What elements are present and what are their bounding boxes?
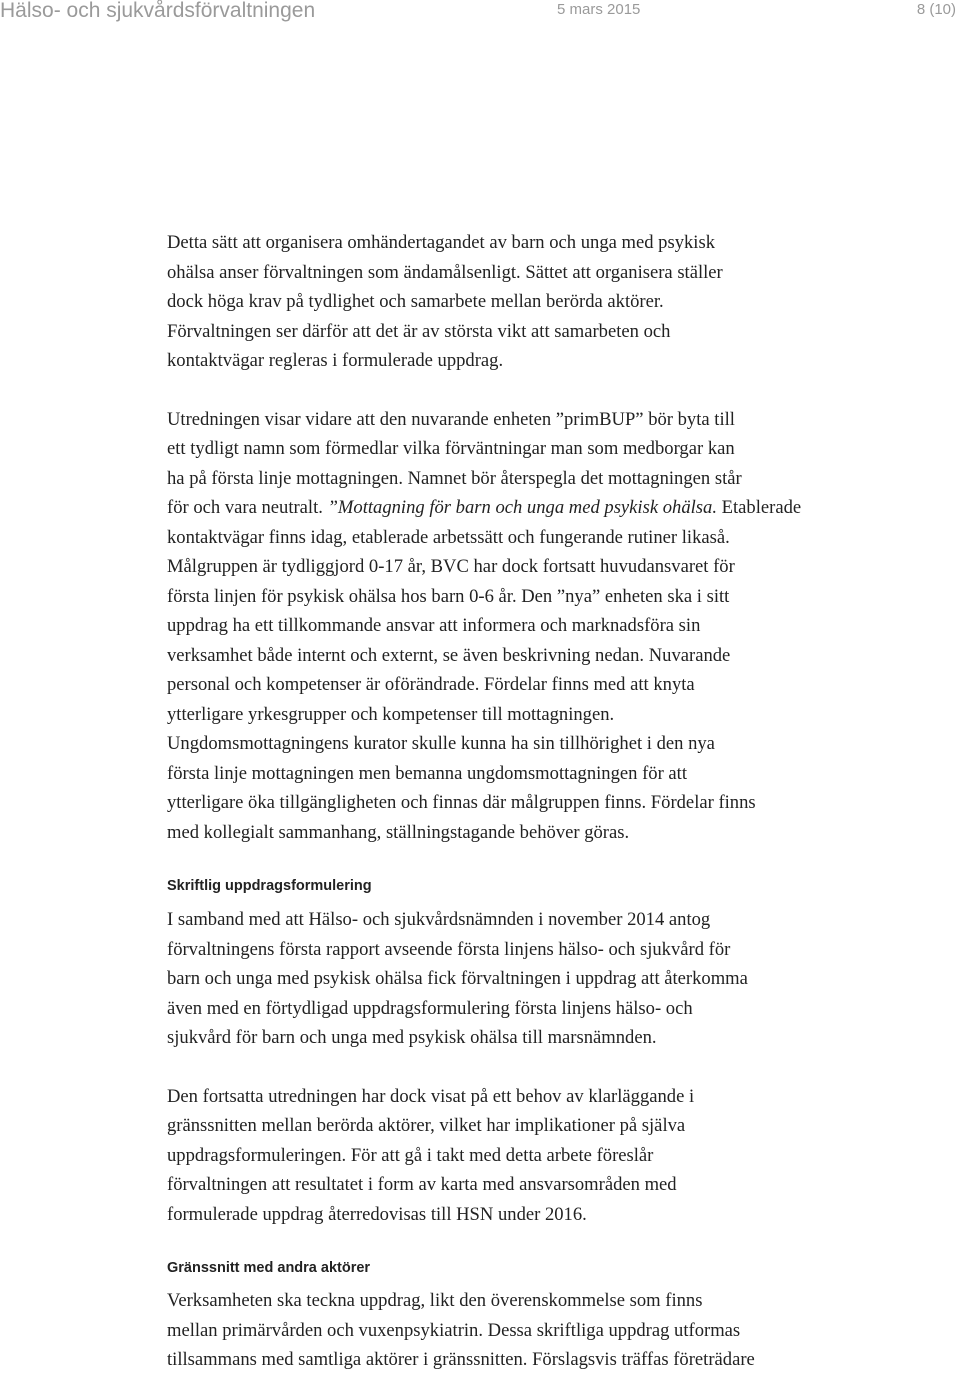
paragraph-gransnitt <box>167 1286 847 1375</box>
text-line: första linjen för psykisk ohälsa hos barn 0-6 år. Den ”nya” enheten ska i sitt <box>167 585 730 607</box>
page-header <box>0 0 960 26</box>
text-line: uppdragsformuleringen. För att gå i takt med detta arbete föreslår <box>167 1144 654 1166</box>
italic-name-proposal: ”Mottagning för barn och unga med psykisk ohälsa. <box>327 497 717 518</box>
text-line: verksamhet både internt och externt, se även beskrivning nedan. Nuvarande <box>167 644 731 666</box>
section-heading-skriftlig-uppdragsformulering: Skriftlig uppdragsformulering <box>167 878 372 894</box>
text-line: ohälsa anser förvaltningen som ändamålsenligt. Sättet att organisera ställer <box>167 261 723 283</box>
text-line: formulerade uppdrag återredovisas till HSN under 2016. <box>167 1203 587 1225</box>
header-date: 5 mars 2015 <box>557 1 641 18</box>
text-line: mellan primärvården och vuxenpsykiatrin. Dessa skriftliga uppdrag utformas <box>167 1319 741 1341</box>
text-line: Förvaltningen ser därför att det är av största vikt att samarbeten och <box>167 320 671 342</box>
text-line: ett tydligt namn som förmedlar vilka förväntningar man som medborgar kan <box>167 438 735 459</box>
text-line: Ungdomsmottagningens kurator skulle kunna ha sin tillhörighet i den nya <box>167 733 715 754</box>
document-body <box>167 228 847 1375</box>
paragraph-primbup <box>167 405 847 848</box>
text-line: uppdrag ha ett tillkommande ansvar att informera och marknadsföra sin <box>167 615 701 636</box>
text-line: första linje mottagningen men bemanna ungdomsmottagningen för att <box>167 762 687 784</box>
text-line: Verksamheten ska teckna uppdrag, likt den överenskommelse som finns <box>167 1290 703 1311</box>
text-line-mixed <box>167 493 847 523</box>
header-page-number: 8 (10) <box>916 1 956 18</box>
text-line: gränssnitten mellan berörda aktörer, vilket har implikationer på själva <box>167 1115 686 1136</box>
text-segment: för och vara neutralt. <box>167 497 323 518</box>
text-line: ytterligare öka tillgängligheten och finnas där målgruppen finns. Fördelar finns <box>167 792 756 813</box>
text-line: dock höga krav på tydlighet och samarbete mellan berörda aktörer. <box>167 291 664 312</box>
text-line: sjukvård för barn och unga med psykisk ohälsa till marsnämnden. <box>167 1027 657 1048</box>
text-line: ytterligare yrkesgrupper och kompetenser till mottagningen. <box>167 703 615 725</box>
header-title: Hälso- och sjukvårdsförvaltningen <box>0 0 316 22</box>
text-line: Detta sätt att organisera omhändertagandet av barn och unga med psykisk <box>167 232 715 253</box>
text-line: förvaltningens första rapport avseende första linjens hälso- och sjukvård för <box>167 938 731 960</box>
text-line: med kollegialt sammanhang, ställningstagande behöver göras. <box>167 821 630 843</box>
text-line: även med en förtydligad uppdragsformulering första linjens hälso- och <box>167 997 693 1019</box>
section-heading-gransnitt: Gränssnitt med andra aktörer <box>167 1260 371 1276</box>
text-line: I samband med att Hälso- och sjukvårdsnämnden i november 2014 antog <box>167 909 711 930</box>
text-line: personal och kompetenser är oförändrade. Fördelar finns med att knyta <box>167 674 695 695</box>
text-line: kontaktvägar regleras i formulerade uppdrag. <box>167 350 504 371</box>
text-line: ha på första linje mottagningen. Namnet bör återspegla det mottagningen står <box>167 467 742 489</box>
text-line: Den fortsatta utredningen har dock visat på ett behov av klarläggande i <box>167 1085 695 1107</box>
paragraph-uppdrag <box>167 905 847 1053</box>
text-line: barn och unga med psykisk ohälsa fick förvaltningen i uppdrag att återkomma <box>167 968 748 989</box>
text-segment: Etablerade <box>716 497 802 518</box>
text-line: Utredningen visar vidare att den nuvarande enheten ”primBUP” bör byta till <box>167 408 735 430</box>
paragraph-organisation <box>167 228 847 376</box>
text-line: förvaltningen att resultatet i form av karta med ansvarsområden med <box>167 1174 677 1195</box>
text-line: tillsammans med samtliga aktörer i gränssnitten. Förslagsvis träffas företrädare <box>167 1349 755 1370</box>
paragraph-fortsatta-utredningen <box>167 1082 847 1230</box>
text-line: kontaktvägar finns idag, etablerade arbetssätt och fungerande rutiner likaså. <box>167 526 730 548</box>
text-line: Målgruppen är tydliggjord 0-17 år, BVC har dock fortsatt huvudansvaret för <box>167 556 735 577</box>
